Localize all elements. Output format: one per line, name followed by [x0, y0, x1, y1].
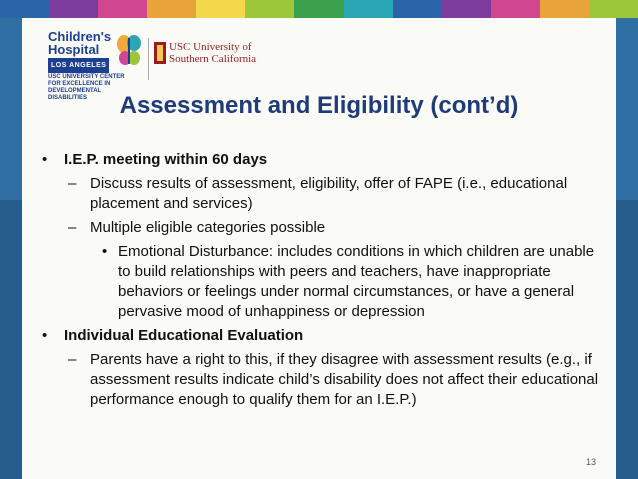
- bullet-level2: [32, 218, 602, 238]
- bullet-text: Emotional Disturbance: includes conditions in which children are unable to build relationships with peers and teachers, have inappropriate behaviors or feelings under normal circumstances, or have a general pervasive mood of unhappiness or depression: [118, 243, 595, 320]
- bullet-dash: –: [68, 219, 77, 236]
- stripe: [589, 0, 638, 18]
- stripe: [98, 0, 147, 18]
- usc-line1: USC University of: [169, 41, 252, 53]
- bullet-text: Discuss results of assessment, eligibility, offer of FAPE (i.e., educational placement and services): [90, 175, 568, 212]
- bullet-level2: [32, 350, 602, 410]
- stripe: [344, 0, 393, 18]
- bullet-dot: •: [42, 151, 48, 168]
- logo-divider: [148, 38, 149, 80]
- bullet-dash: –: [68, 175, 77, 192]
- slide-content: [32, 150, 602, 414]
- stripe: [0, 0, 49, 18]
- chla-los-angeles: LOS ANGELES: [48, 58, 109, 73]
- color-stripe-bar: [0, 0, 638, 18]
- bullet-text: I.E.P. meeting within 60 days: [64, 151, 268, 168]
- bullet-level3: [32, 242, 602, 322]
- bullet-level1: [32, 150, 602, 170]
- ucedd-text: USC UNIVERSITY CENTER FOR EXCELLENCE IN DEVELOPMENTAL DISABILITIES: [48, 74, 125, 101]
- bullet-level2: [32, 174, 602, 214]
- stripe: [49, 0, 98, 18]
- stripe: [540, 0, 589, 18]
- page-number: 13: [585, 457, 596, 467]
- bullet-text: Multiple eligible categories possible: [90, 219, 326, 236]
- stripe: [294, 0, 343, 18]
- bullet-level1: [32, 326, 602, 346]
- usc-seal-icon: [154, 42, 166, 64]
- stripe: [245, 0, 294, 18]
- chla-logo: [48, 30, 111, 73]
- usc-logo-text: [169, 41, 256, 65]
- chla-name-line2: Hospital: [48, 42, 100, 57]
- bullet-dash: –: [68, 351, 77, 368]
- bullet-dot: •: [102, 243, 108, 260]
- slide-panel: [22, 18, 616, 479]
- usc-line2: Southern California: [169, 53, 257, 65]
- bullet-text: Parents have a right to this, if they disagree with assessment results (e.g., if assessment results indicate child’s disability does not affect their educational performance enough to qualify them for an I.E.P.): [90, 351, 599, 408]
- stripe: [147, 0, 196, 18]
- stripe: [491, 0, 540, 18]
- stripe: [196, 0, 245, 18]
- butterfly-icon: [116, 34, 142, 68]
- chla-name-line1: Children's: [48, 29, 112, 44]
- stripe: [442, 0, 491, 18]
- bullet-text: Individual Educational Evaluation: [64, 327, 304, 344]
- bullet-dot: •: [42, 327, 48, 344]
- stripe: [393, 0, 442, 18]
- slide-title: Assessment and Eligibility (cont’d): [119, 92, 519, 119]
